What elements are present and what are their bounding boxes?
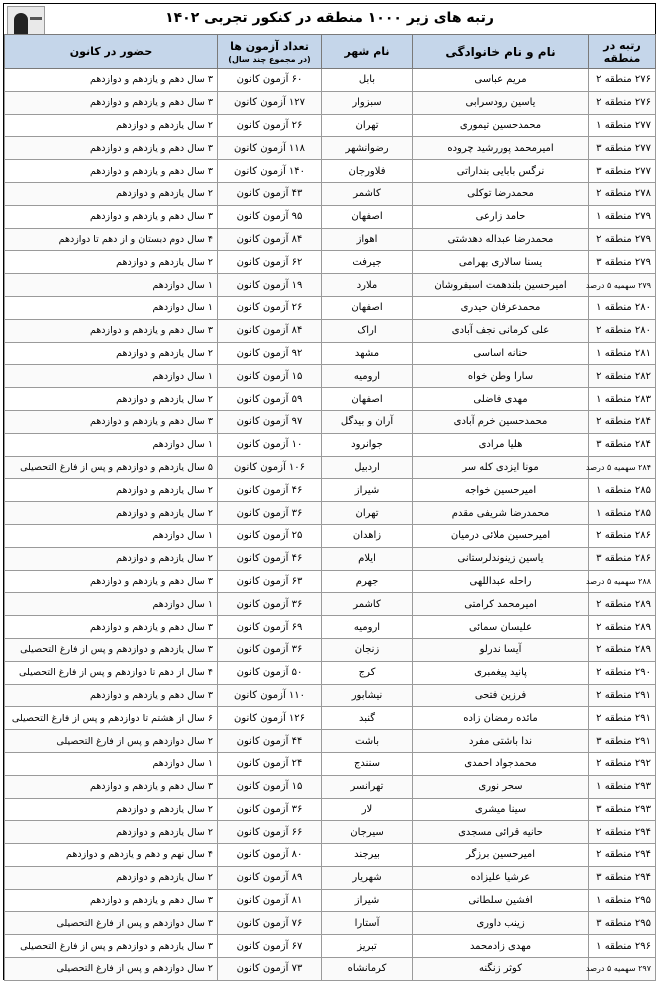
rank-cell: ۲۸۲ منطقه ۲ <box>589 365 656 388</box>
rank-cell: ۲۹۵ منطقه ۳ <box>589 912 656 935</box>
table-row <box>5 433 656 456</box>
header-exams <box>218 35 322 69</box>
name-cell: ندا باشتی مفرد <box>413 730 589 753</box>
header-exams-label: تعداد آزمون ها <box>230 39 309 53</box>
exams-cell: ۶۰ آزمون کانون <box>218 69 322 92</box>
attendance-cell: ۳ سال دهم و یازدهم و دوازدهم <box>5 137 218 160</box>
exams-cell: ۲۶ آزمون کانون <box>218 296 322 319</box>
exams-cell: ۹۷ آزمون کانون <box>218 410 322 433</box>
name-cell: محمدحسین تیموری <box>413 114 589 137</box>
name-cell: سارا وطن خواه <box>413 365 589 388</box>
rank-cell: ۲۸۱ منطقه ۱ <box>589 342 656 365</box>
exams-cell: ۳۶ آزمون کانون <box>218 798 322 821</box>
rank-cell: ۲۸۹ منطقه ۲ <box>589 638 656 661</box>
attendance-cell: ۳ سال دهم و یازدهم و دوازدهم <box>5 91 218 114</box>
rank-cell: ۲۷۶ منطقه ۲ <box>589 69 656 92</box>
attendance-cell: ۱ سال دوازدهم <box>5 365 218 388</box>
exams-cell: ۸۴ آزمون کانون <box>218 319 322 342</box>
name-cell: یاسین رودسرابی <box>413 91 589 114</box>
exams-cell: ۲۵ آزمون کانون <box>218 524 322 547</box>
attendance-cell: ۲ سال یازدهم و دوازدهم <box>5 866 218 889</box>
city-cell: بیرجند <box>322 844 413 867</box>
exams-cell: ۵۹ آزمون کانون <box>218 388 322 411</box>
name-cell: امیرمحمد پوررشید چروده <box>413 137 589 160</box>
table-row <box>5 616 656 639</box>
rank-cell: ۲۸۶ منطقه ۳ <box>589 547 656 570</box>
exams-cell: ۶۶ آزمون کانون <box>218 821 322 844</box>
rank-cell: ۲۹۱ منطقه ۲ <box>589 707 656 730</box>
attendance-cell: ۱ سال دوازدهم <box>5 296 218 319</box>
city-cell: اهواز <box>322 228 413 251</box>
exams-cell: ۴۳ آزمون کانون <box>218 182 322 205</box>
table-row <box>5 114 656 137</box>
name-cell: آیسا ندرلو <box>413 638 589 661</box>
city-cell: آران و بیدگل <box>322 410 413 433</box>
name-cell: یسنا سالاری بهرامی <box>413 251 589 274</box>
header-city: نام شهر <box>322 35 413 69</box>
exams-cell: ۱۵ آزمون کانون <box>218 775 322 798</box>
rank-cell: ۲۸۹ منطقه ۲ <box>589 593 656 616</box>
exams-cell: ۶۷ آزمون کانون <box>218 935 322 958</box>
exams-cell: ۱۴۰ آزمون کانون <box>218 160 322 183</box>
city-cell: تهرانسر <box>322 775 413 798</box>
table-row <box>5 593 656 616</box>
table-row <box>5 251 656 274</box>
city-cell: فلاورجان <box>322 160 413 183</box>
rank-cell: ۲۹۶ منطقه ۱ <box>589 935 656 958</box>
name-cell: محمدرضا شریفی مقدم <box>413 502 589 525</box>
rank-cell: ۲۷۶ منطقه ۲ <box>589 91 656 114</box>
attendance-cell: ۲ سال یازدهم و دوازدهم <box>5 251 218 274</box>
attendance-cell: ۱ سال دوازدهم <box>5 433 218 456</box>
rank-cell: ۲۹۴ منطقه ۲ <box>589 844 656 867</box>
city-cell: کاشمر <box>322 593 413 616</box>
name-cell: مریم عباسی <box>413 69 589 92</box>
table-row <box>5 456 656 479</box>
table-row <box>5 730 656 753</box>
rank-cell: ۲۷۹ منطقه ۲ <box>589 228 656 251</box>
table-row <box>5 342 656 365</box>
city-cell: اردبیل <box>322 456 413 479</box>
attendance-cell: ۳ سال دهم و یازدهم و دوازدهم <box>5 319 218 342</box>
city-cell: تهران <box>322 502 413 525</box>
rank-cell: ۲۸۹ منطقه ۲ <box>589 616 656 639</box>
attendance-cell: ۵ سال یازدهم و دوازدهم و پس از فارغ التحصیلی <box>5 456 218 479</box>
city-cell: شیراز <box>322 479 413 502</box>
exams-cell: ۶۲ آزمون کانون <box>218 251 322 274</box>
rank-cell: ۲۷۹ منطقه ۳ <box>589 251 656 274</box>
attendance-cell: ۲ سال دوازدهم و پس از فارغ التحصیلی <box>5 958 218 981</box>
attendance-cell: ۳ سال دهم و یازدهم و دوازدهم <box>5 684 218 707</box>
table-row <box>5 91 656 114</box>
table-row <box>5 821 656 844</box>
attendance-cell: ۳ سال دهم و یازدهم و دوازدهم <box>5 889 218 912</box>
table-header-row <box>5 35 656 69</box>
attendance-cell: ۳ سال دهم و یازدهم و دوازدهم <box>5 69 218 92</box>
attendance-cell: ۲ سال یازدهم و دوازدهم <box>5 114 218 137</box>
city-cell: بابل <box>322 69 413 92</box>
city-cell: ارومیه <box>322 616 413 639</box>
name-cell: امیرحسین ملائی درمیان <box>413 524 589 547</box>
rank-cell: ۲۸۵ منطقه ۱ <box>589 479 656 502</box>
city-cell: مشهد <box>322 342 413 365</box>
attendance-cell: ۳ سال دهم و یازدهم و دوازدهم <box>5 570 218 593</box>
table-row <box>5 479 656 502</box>
exams-cell: ۳۶ آزمون کانون <box>218 593 322 616</box>
city-cell: تبریز <box>322 935 413 958</box>
exams-cell: ۱۱۸ آزمون کانون <box>218 137 322 160</box>
city-cell: اصفهان <box>322 296 413 319</box>
city-cell: ارومیه <box>322 365 413 388</box>
rank-cell: ۲۸۸ سهمیه ۵ درصد <box>589 570 656 593</box>
exams-cell: ۹۲ آزمون کانون <box>218 342 322 365</box>
city-cell: ایلام <box>322 547 413 570</box>
exams-cell: ۸۱ آزمون کانون <box>218 889 322 912</box>
name-cell: سحر نوری <box>413 775 589 798</box>
rank-cell: ۲۹۱ منطقه ۳ <box>589 730 656 753</box>
table-row <box>5 570 656 593</box>
rank-cell: ۲۷۹ منطقه ۱ <box>589 205 656 228</box>
city-cell: زنجان <box>322 638 413 661</box>
attendance-cell: ۳ سال دهم و یازدهم و دوازدهم <box>5 775 218 798</box>
attendance-cell: ۲ سال یازدهم و دوازدهم <box>5 182 218 205</box>
attendance-cell: ۱ سال دوازدهم <box>5 593 218 616</box>
city-cell: نیشابور <box>322 684 413 707</box>
city-cell: سبزوار <box>322 91 413 114</box>
name-cell: فرزین فتحی <box>413 684 589 707</box>
table-row <box>5 319 656 342</box>
name-cell: مهدی زادمحمد <box>413 935 589 958</box>
rank-cell: ۲۹۰ منطقه ۲ <box>589 661 656 684</box>
exams-cell: ۶۳ آزمون کانون <box>218 570 322 593</box>
name-cell: امیرحسین خواجه <box>413 479 589 502</box>
name-cell: پانید پیغمبری <box>413 661 589 684</box>
exams-cell: ۸۰ آزمون کانون <box>218 844 322 867</box>
table-row <box>5 798 656 821</box>
attendance-cell: ۴ سال نهم و دهم و یازدهم و دوازدهم <box>5 844 218 867</box>
table-row <box>5 69 656 92</box>
name-cell: امیرحسین برزگر <box>413 844 589 867</box>
rank-cell: ۲۷۷ منطقه ۳ <box>589 137 656 160</box>
table-row <box>5 889 656 912</box>
rank-cell: ۲۹۳ منطقه ۱ <box>589 775 656 798</box>
city-cell: سیرجان <box>322 821 413 844</box>
city-cell: کرمانشاه <box>322 958 413 981</box>
name-cell: حانیه قرائی مسجدی <box>413 821 589 844</box>
table-row <box>5 182 656 205</box>
rank-cell: ۲۸۴ سهمیه ۵ درصد <box>589 456 656 479</box>
results-table <box>4 34 656 981</box>
rank-cell: ۲۷۸ منطقه ۲ <box>589 182 656 205</box>
rank-cell: ۲۸۵ منطقه ۱ <box>589 502 656 525</box>
name-cell: افشین سلطانی <box>413 889 589 912</box>
table-row <box>5 296 656 319</box>
attendance-cell: ۲ سال یازدهم و دوازدهم <box>5 547 218 570</box>
city-cell: اصفهان <box>322 388 413 411</box>
attendance-cell: ۳ سال دهم و یازدهم و دوازدهم <box>5 160 218 183</box>
table-row <box>5 205 656 228</box>
attendance-cell: ۳ سال دهم و یازدهم و دوازدهم <box>5 410 218 433</box>
exams-cell: ۵۰ آزمون کانون <box>218 661 322 684</box>
city-cell: ملارد <box>322 274 413 297</box>
city-cell: گنبد <box>322 707 413 730</box>
name-cell: امیرمحمد کرامتی <box>413 593 589 616</box>
exams-cell: ۱۹ آزمون کانون <box>218 274 322 297</box>
attendance-cell: ۱ سال دوازدهم <box>5 752 218 775</box>
rank-cell: ۲۸۶ منطقه ۲ <box>589 524 656 547</box>
city-cell: سنندج <box>322 752 413 775</box>
name-cell: نرگس بابایی بنداراتی <box>413 160 589 183</box>
name-cell: یاسین زینوندلرستانی <box>413 547 589 570</box>
table-row <box>5 228 656 251</box>
table-row <box>5 684 656 707</box>
attendance-cell: ۲ سال یازدهم و دوازدهم <box>5 342 218 365</box>
attendance-cell: ۱ سال دوازدهم <box>5 274 218 297</box>
header-name: نام و نام خانوادگی <box>413 35 589 69</box>
city-cell: کرج <box>322 661 413 684</box>
exams-cell: ۱۱۰ آزمون کانون <box>218 684 322 707</box>
table-row <box>5 935 656 958</box>
exams-cell: ۱۲۷ آزمون کانون <box>218 91 322 114</box>
name-cell: علی کرمانی نجف آبادی <box>413 319 589 342</box>
exams-cell: ۸۴ آزمون کانون <box>218 228 322 251</box>
name-cell: عرشیا علیزاده <box>413 866 589 889</box>
attendance-cell: ۳ سال یازدهم و دوازدهم و پس از فارغ التحصیلی <box>5 935 218 958</box>
rank-cell: ۲۹۴ منطقه ۲ <box>589 821 656 844</box>
name-cell: محمدرضا توکلی <box>413 182 589 205</box>
header-attendance: حضور در کانون <box>5 35 218 69</box>
table-row <box>5 502 656 525</box>
table-row <box>5 752 656 775</box>
name-cell: زینب داوری <box>413 912 589 935</box>
table-row <box>5 775 656 798</box>
rank-cell: ۲۸۴ منطقه ۲ <box>589 410 656 433</box>
city-cell: آستارا <box>322 912 413 935</box>
rank-cell: ۲۹۵ منطقه ۱ <box>589 889 656 912</box>
city-cell: کاشمر <box>322 182 413 205</box>
table-row <box>5 958 656 981</box>
city-cell: جهرم <box>322 570 413 593</box>
city-cell: شهریار <box>322 866 413 889</box>
name-cell: علیسان سمائی <box>413 616 589 639</box>
attendance-cell: ۶ سال از هشتم تا دوازدهم و پس از فارغ التحصیلی <box>5 707 218 730</box>
city-cell: جوانرود <box>322 433 413 456</box>
name-cell: سینا میشری <box>413 798 589 821</box>
exams-cell: ۴۶ آزمون کانون <box>218 479 322 502</box>
header-exams-sub: (در مجموع چند سال) <box>228 54 311 64</box>
page-title: رتبه های زیر ۱۰۰۰ منطقه در کنکور تجربی ۱۴۰۲ <box>165 10 494 26</box>
name-cell: هلیا مرادی <box>413 433 589 456</box>
attendance-cell: ۲ سال یازدهم و دوازدهم <box>5 821 218 844</box>
attendance-cell: ۳ سال دوازدهم و پس از فارغ التحصیلی <box>5 912 218 935</box>
city-cell: باشت <box>322 730 413 753</box>
exams-cell: ۶۹ آزمون کانون <box>218 616 322 639</box>
table-row <box>5 638 656 661</box>
city-cell: رضوانشهر <box>322 137 413 160</box>
exams-cell: ۷۶ آزمون کانون <box>218 912 322 935</box>
name-cell: محمدحسین خرم آبادی <box>413 410 589 433</box>
header-rank: رتبه در منطقه <box>589 35 656 69</box>
exams-cell: ۳۶ آزمون کانون <box>218 638 322 661</box>
name-cell: راحله عبداللهی <box>413 570 589 593</box>
exams-cell: ۸۹ آزمون کانون <box>218 866 322 889</box>
table-row <box>5 661 656 684</box>
rank-cell: ۲۸۰ منطقه ۲ <box>589 319 656 342</box>
exams-cell: ۴۶ آزمون کانون <box>218 547 322 570</box>
attendance-cell: ۲ سال یازدهم و دوازدهم <box>5 479 218 502</box>
rank-cell: ۲۹۲ منطقه ۲ <box>589 752 656 775</box>
exams-cell: ۹۵ آزمون کانون <box>218 205 322 228</box>
attendance-cell: ۴ سال از دهم تا دوازدهم و پس از فارغ التحصیلی <box>5 661 218 684</box>
city-cell: زاهدان <box>322 524 413 547</box>
name-cell: حامد زارعی <box>413 205 589 228</box>
rank-cell: ۲۹۳ منطقه ۳ <box>589 798 656 821</box>
city-cell: لار <box>322 798 413 821</box>
attendance-cell: ۱ سال دوازدهم <box>5 524 218 547</box>
rank-cell: ۲۸۰ منطقه ۱ <box>589 296 656 319</box>
city-cell: اراک <box>322 319 413 342</box>
name-cell: محمدرضا عبداله دهدشتی <box>413 228 589 251</box>
rank-cell: ۲۹۱ منطقه ۲ <box>589 684 656 707</box>
city-cell: اصفهان <box>322 205 413 228</box>
name-cell: مهدی فاضلی <box>413 388 589 411</box>
logo-stripe <box>30 17 42 20</box>
rank-cell: ۲۹۴ منطقه ۳ <box>589 866 656 889</box>
table-row <box>5 524 656 547</box>
exams-cell: ۱۰ آزمون کانون <box>218 433 322 456</box>
name-cell: امیرحسین بلندهمت اسبفروشان <box>413 274 589 297</box>
city-cell: شیراز <box>322 889 413 912</box>
attendance-cell: ۴ سال دوم دبستان و از دهم تا دوازدهم <box>5 228 218 251</box>
exams-cell: ۴۴ آزمون کانون <box>218 730 322 753</box>
exams-cell: ۱۲۶ آزمون کانون <box>218 707 322 730</box>
table-row <box>5 866 656 889</box>
table-row <box>5 365 656 388</box>
table-row <box>5 547 656 570</box>
table-row <box>5 844 656 867</box>
exams-cell: ۲۶ آزمون کانون <box>218 114 322 137</box>
attendance-cell: ۲ سال یازدهم و دوازدهم <box>5 388 218 411</box>
results-table-frame <box>3 3 656 980</box>
rank-cell: ۲۸۴ منطقه ۳ <box>589 433 656 456</box>
table-row <box>5 912 656 935</box>
table-row <box>5 388 656 411</box>
exams-cell: ۲۴ آزمون کانون <box>218 752 322 775</box>
rank-cell: ۲۷۷ منطقه ۱ <box>589 114 656 137</box>
attendance-cell: ۲ سال یازدهم و دوازدهم <box>5 798 218 821</box>
name-cell: مونا ایزدی کله سر <box>413 456 589 479</box>
rank-cell: ۲۹۷ سهمیه ۵ درصد <box>589 958 656 981</box>
name-cell: محمدجواد احمدی <box>413 752 589 775</box>
attendance-cell: ۲ سال یازدهم و دوازدهم <box>5 502 218 525</box>
exams-cell: ۳۶ آزمون کانون <box>218 502 322 525</box>
name-cell: کوثر زنگنه <box>413 958 589 981</box>
table-row <box>5 707 656 730</box>
name-cell: مائده رمضان زاده <box>413 707 589 730</box>
table-row <box>5 274 656 297</box>
attendance-cell: ۳ سال دهم و یازدهم و دوازدهم <box>5 205 218 228</box>
exams-cell: ۷۳ آزمون کانون <box>218 958 322 981</box>
name-cell: محمدعرفان حیدری <box>413 296 589 319</box>
rank-cell: ۲۷۷ منطقه ۳ <box>589 160 656 183</box>
table-row <box>5 410 656 433</box>
city-cell: جیرفت <box>322 251 413 274</box>
attendance-cell: ۲ سال دوازدهم و پس از فارغ التحصیلی <box>5 730 218 753</box>
rank-cell: ۲۸۳ منطقه ۱ <box>589 388 656 411</box>
exams-cell: ۱۰۶ آزمون کانون <box>218 456 322 479</box>
rank-cell: ۲۷۹ سهمیه ۵ درصد <box>589 274 656 297</box>
attendance-cell: ۳ سال دهم و یازدهم و دوازدهم <box>5 616 218 639</box>
table-row <box>5 160 656 183</box>
city-cell: تهران <box>322 114 413 137</box>
name-cell: حنانه اساسی <box>413 342 589 365</box>
table-row <box>5 137 656 160</box>
exams-cell: ۱۵ آزمون کانون <box>218 365 322 388</box>
attendance-cell: ۳ سال یازدهم و دوازدهم و پس از فارغ التحصیلی <box>5 638 218 661</box>
table-body <box>5 69 656 981</box>
